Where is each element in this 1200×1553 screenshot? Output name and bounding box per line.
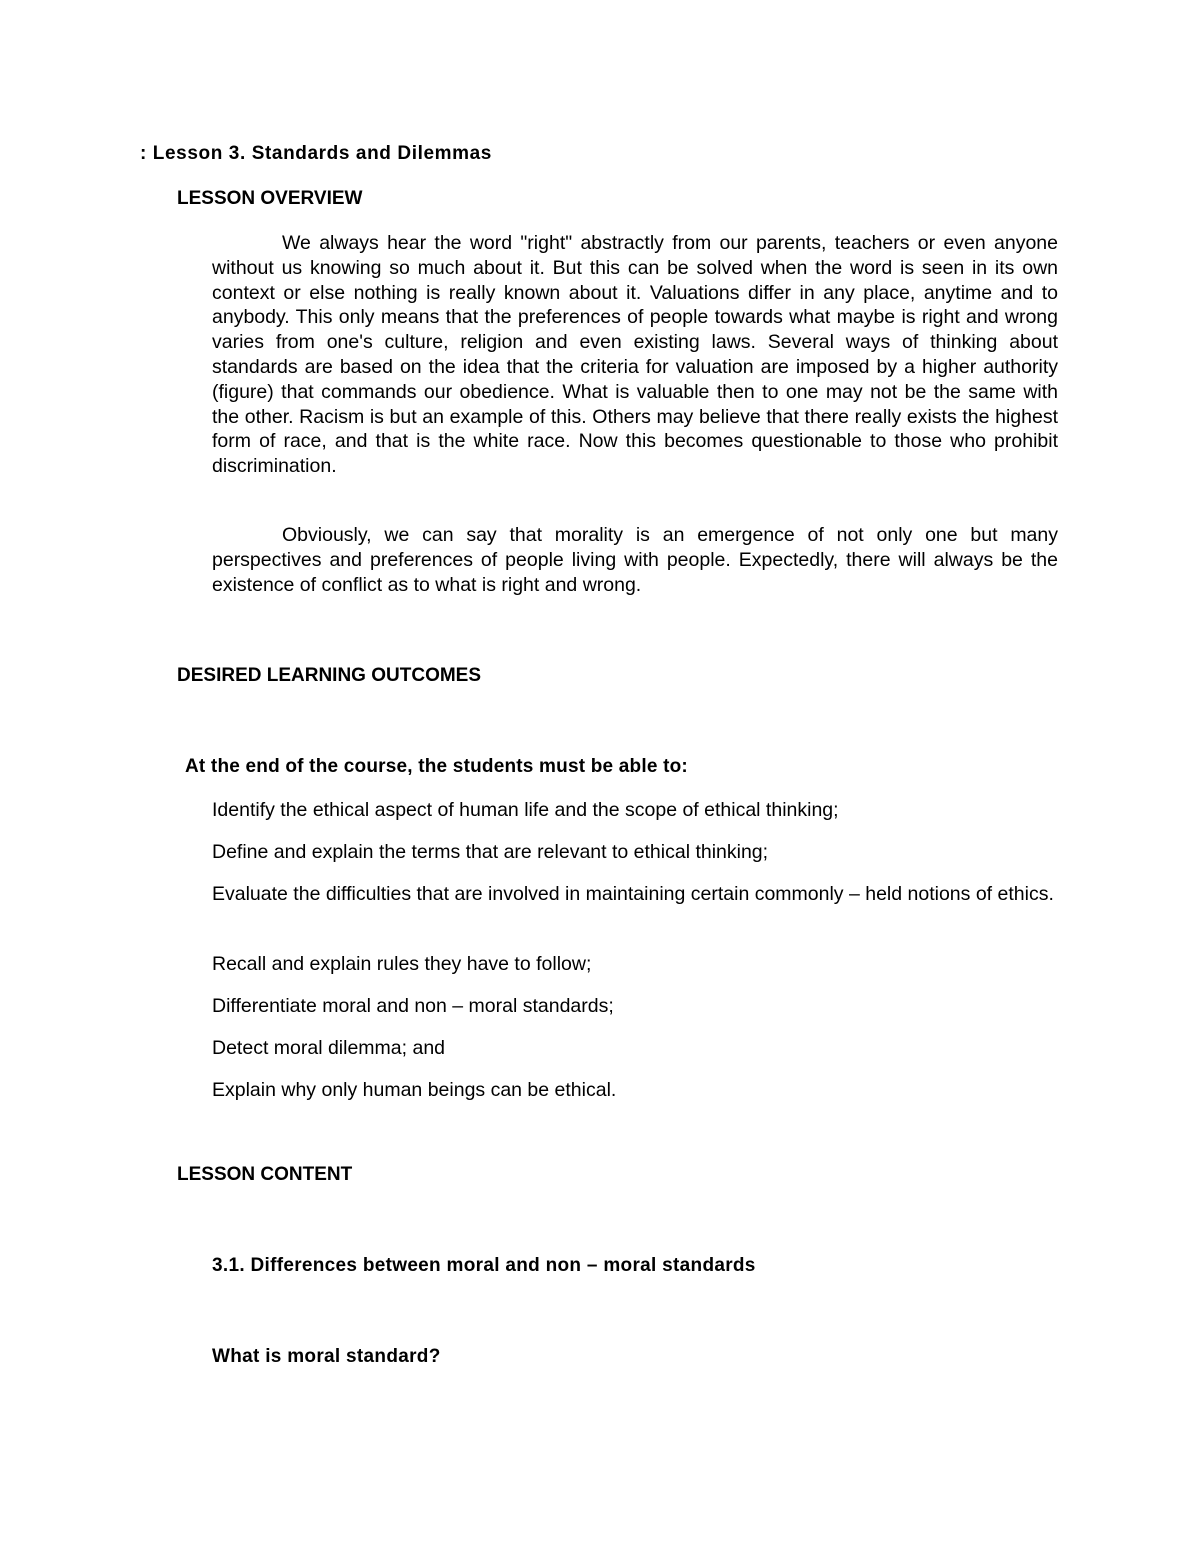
section-title: 3.1. Differences between moral and non – moral standards [212,1255,756,1276]
question-heading: What is moral standard? [212,1346,441,1367]
outcome-item: Detect moral dilemma; and [212,1037,446,1059]
outcome-item: Differentiate moral and non – moral standards; [212,995,614,1017]
overview-heading: LESSON OVERVIEW [177,188,363,209]
outcome-item: Identify the ethical aspect of human life and the scope of ethical thinking; [212,799,839,821]
overview-paragraph-2: Obviously, we can say that morality is an emergence of not only one but many perspectives and preferences of people living with people. Expectedly, there will always be the existence of conflict as to what is right and wrong. [212,524,1058,596]
outcome-item: Explain why only human beings can be ethical. [212,1079,617,1101]
overview-paragraph-1: We always hear the word "right" abstractly from our parents, teachers or even anyone without us knowing so much about it. But this can be solved when the word is seen in its own context or else nothing is really known about it. Valuations differ in any place, anytime and to anybody. This only means that the preferences of people towards what maybe is right and wrong varies from one's culture, religion and even existing laws. Several ways of thinking about standards are based on the idea that the criteria for valuation are imposed by a higher authority (figure) that commands our obedience. What is valuable then to one may not be the same with the other. Racism is but an example of this. Others may believe that there really exists the highest form of race, and that is the white race. Now this becomes questionable to those who prohibit discrimination. [212,232,1058,478]
lesson-title: : Lesson 3. Standards and Dilemmas [140,143,492,164]
outcomes-intro: At the end of the course, the students must be able to: [185,756,688,777]
outcome-item: Recall and explain rules they have to follow; [212,953,592,975]
outcome-item: Evaluate the difficulties that are involved in maintaining certain commonly – held notions of ethics. [212,883,1054,905]
content-heading: LESSON CONTENT [177,1164,353,1185]
outcomes-heading: DESIRED LEARNING OUTCOMES [177,665,482,686]
outcome-item: Define and explain the terms that are relevant to ethical thinking; [212,841,769,863]
